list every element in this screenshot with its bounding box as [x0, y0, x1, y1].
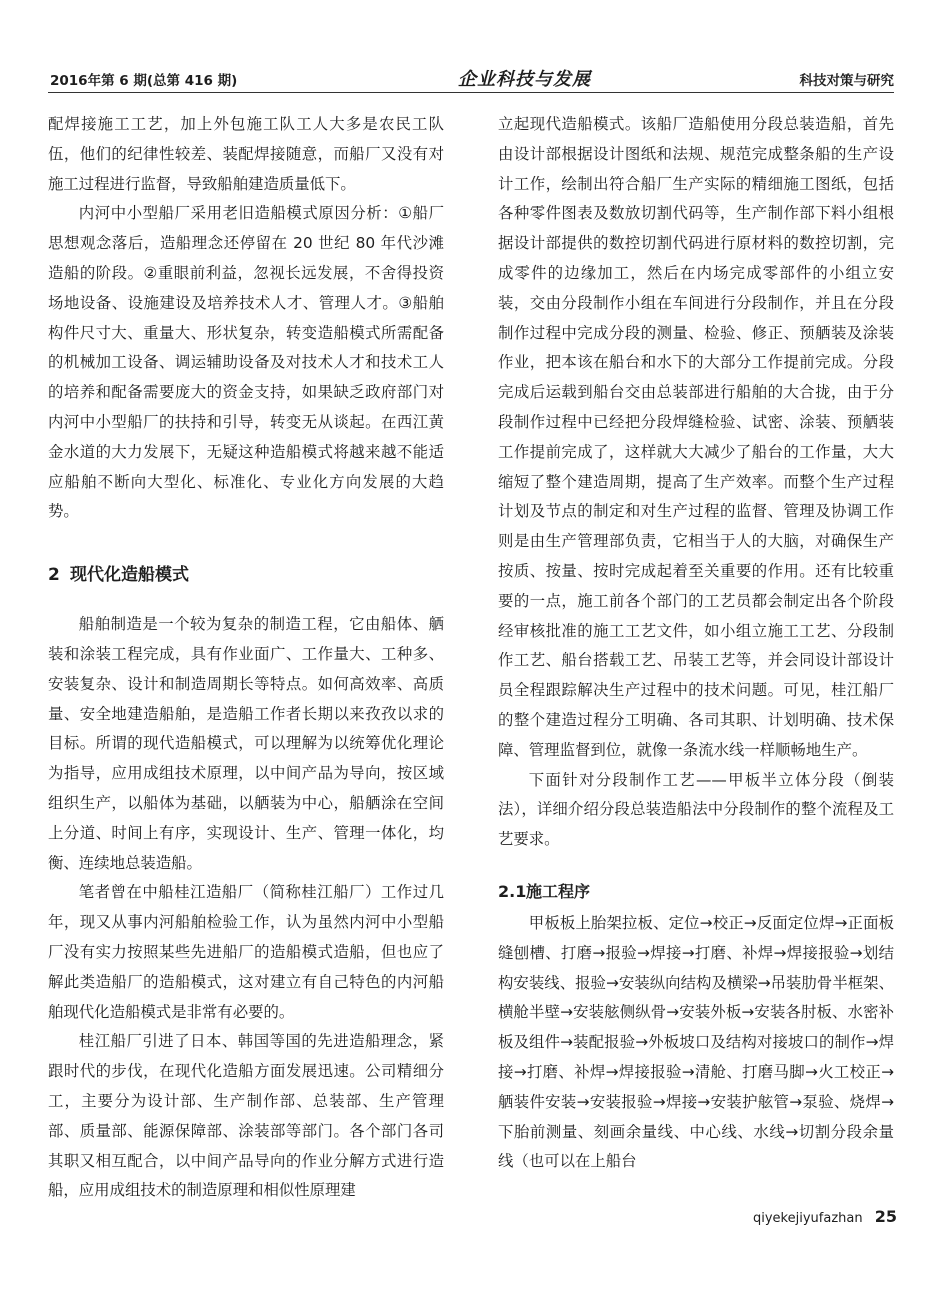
paragraph: 内河中小型船厂采用老旧造船模式原因分析：①船厂思想观念落后，造船理念还停留在 20 世纪 80 年代沙滩造船的阶段。②重眼前利益，忽视长远发展，不舍得投资场地设备、设施建设及培养技术人才、管理人才。③船舶构件尺寸大、重量大、形状复杂，转变造船模式所需配备的机械加工设备、调运辅助设备及对技术人才和技术工人的培养和配备需要庞大的资金支持，如果缺乏政府部门对内河中小型船厂的扶持和引导，转变无从谈起。在西江黄金水道的大力发展下，无疑这种造船模式将越来越不能适应船舶不断向大型化、标准化、专业化方向发展的大趋势。	[48, 204, 444, 521]
paragraph: 笔者曾在中船桂江造船厂（简称桂江船厂）工作过几年，现又从事内河船舶检验工作，认为虽然内河中小型船厂没有实力按照某些先进船厂的造船模式造船，但也应了解此类造船厂的造船模式，这对建立有自己特色的内河船舶现代化造船模式是非常有必要的。	[48, 883, 444, 1021]
issue-label: 2016年第 6 期(总第 416 期)	[50, 73, 238, 89]
subsection-heading	[498, 877, 894, 907]
journal-title: 企业科技与发展	[458, 69, 591, 90]
section-heading-text: 现代化造船模式	[70, 565, 189, 586]
section-heading	[48, 560, 444, 590]
paragraph: 立起现代造船模式。该船厂造船使用分段总装造船，首先由设计部根据设计图纸和法规、规范完成整条船的生产设计工作，绘制出符合船厂生产实际的精细施工图纸，包括各种零件图表及数放切割代码等，生产制作部下料小组根据设计部提供的数控切割代码进行原材料的数控切割，完成零件的边缘加工，然后在内场完成零部件的小组立安装，交由分段制作小组在车间进行分段制作，并且在分段制作过程中完成分段的测量、检验、修正、预舾装及涂装作业，把本该在船台和水下的大部分工作提前完成。分段完成后运载到船台交由总装部进行船舶的大合拢，由于分段制作过程中已经把分段焊缝检验、试密、涂装、预舾装工作提前完成了，这样就大大减少了船台的工作量，大大缩短了整个建造周期，提高了生产效率。而整个生产过程计划及节点的制定和对生产过程的监督、管理及协调工作则是由生产管理部负责，它相当于人的大脑，对确保生产按质、按量、按时完成起着至关重要的作用。还有比较重要的一点，施工前各个部门的工艺员都会制定出各个阶段经审核批准的施工工艺文件，如小组立施工工艺、分段制作工艺、船台搭载工艺、吊装工艺等，并会同设计部设计员全程跟踪解决生产过程中的技术问题。可见，桂江船厂的整个建造过程分工明确、各司其职、计划明确、技术保障、管理监督到位，就像一条流水线一样顺畅地生产。	[498, 115, 894, 759]
running-header	[48, 62, 894, 93]
right-column	[498, 110, 894, 1177]
subsection-heading-text: 施工程序	[526, 881, 591, 901]
paragraph: 船舶制造是一个较为复杂的制造工程，它由船体、舾装和涂装工程完成，具有作业面广、工作量大、工种多、安装复杂、设计和制造周期长等特点。如何高效率、高质量、安全地建造船舶，是造船工作者长期以来孜孜以求的目标。所谓的现代造船模式，可以理解为以统筹优化理论为指导，应用成组技术原理，以中间产品为导向，按区域组织生产，以船体为基础，以舾装为中心，船舾涂在空间上分道、时间上有序，实现设计、生产、管理一体化，均衡、连续地总装造船。	[48, 615, 444, 872]
footer-pinyin: qiyekejiyufazhan	[753, 1211, 863, 1226]
page-footer	[753, 1207, 897, 1226]
paragraph: 甲板板上胎架拉板、定位→校正→反面定位焊→正面板缝刨槽、打磨→报验→焊接→打磨、补焊→焊接报验→划结构安装线、报验→安装纵向结构及横梁→吊装肋骨半框架、横舱半壁→安装舷侧纵骨→安装外板→安装各肘板、水密补板及组件→装配报验→外板坡口及结构对接坡口的制作→焊接→打磨、补焊→焊接报验→清舱、打磨马脚→火工校正→舾装件安装→安装报验→焊接→安装护舷管→泵验、烧焊→下胎前测量、刻画余量线、中心线、水线→切割分段余量线（也可以在上船台	[498, 913, 894, 1171]
page-number: 25	[874, 1207, 897, 1226]
section-label: 科技对策与研究	[799, 73, 894, 89]
section-heading-number: 2	[48, 565, 60, 586]
paragraph: 桂江船厂引进了日本、韩国等国的先进造船理念，紧跟时代的步伐，在现代化造船方面发展迅速。公司精细分工，主要分为设计部、生产制作部、总装部、生产管理部、质量部、能源保障部、涂装部等部门。各个部门各司其职又相互配合，以中间产品导向的作业分解方式进行造船，应用成组技术的制造原理和相似性原理建	[48, 1032, 444, 1200]
paragraph: 下面针对分段制作工艺——甲板半立体分段（倒装法），详细介绍分段总装造船法中分段制作的整个流程及工艺要求。	[498, 770, 894, 849]
left-column	[48, 110, 444, 1206]
subsection-heading-number: 2.1	[498, 881, 527, 901]
paragraph: 配焊接施工工艺，加上外包施工队工人大多是农民工队伍，他们的纪律性较差、装配焊接随意，而船厂又没有对施工过程进行监督，导致船舶建造质量低下。	[48, 115, 444, 193]
